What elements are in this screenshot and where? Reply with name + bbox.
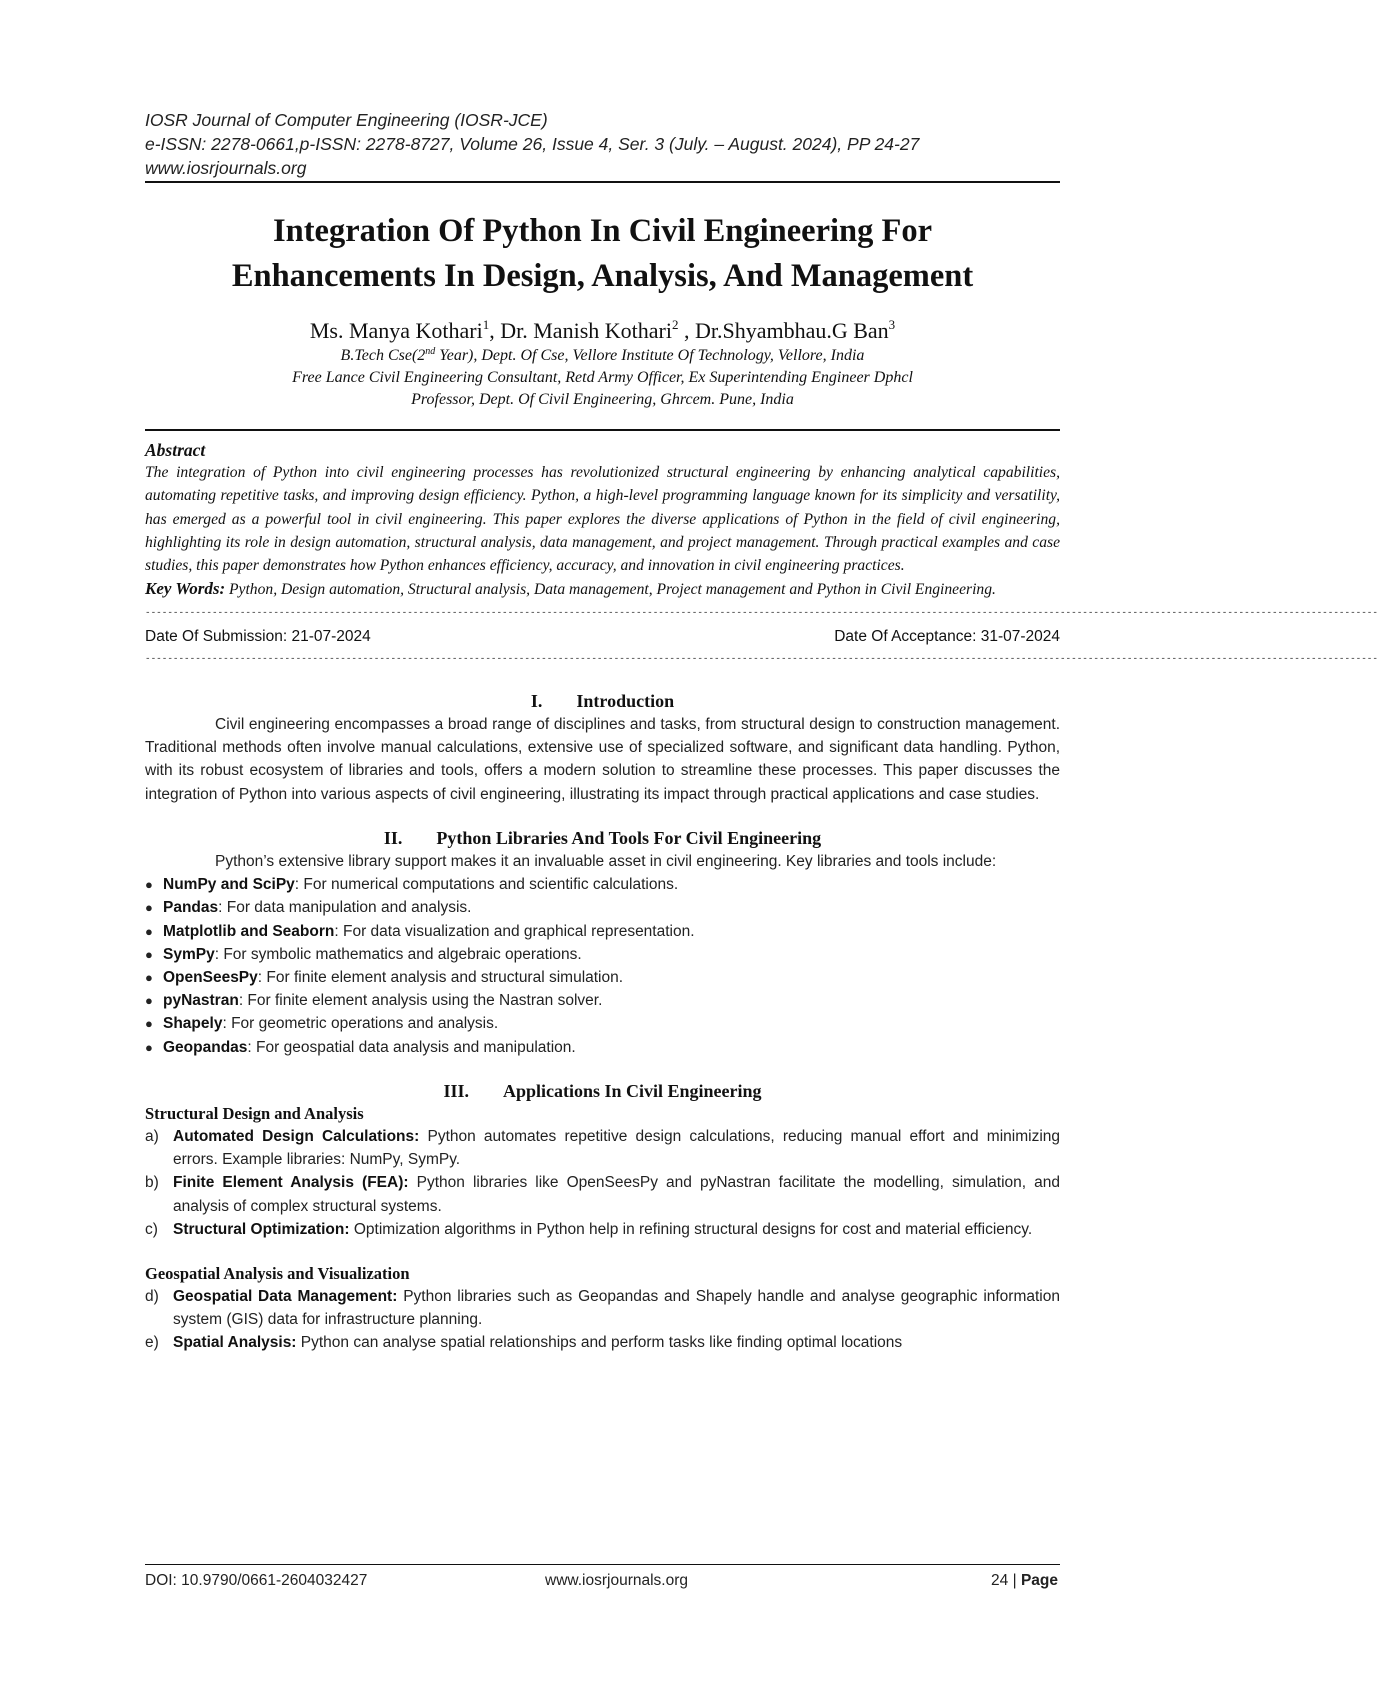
footer-rule bbox=[145, 1564, 1060, 1565]
section-heading-applications bbox=[145, 1079, 1060, 1103]
library-name: Matplotlib and Seaborn bbox=[163, 922, 335, 940]
keywords-label: Key Words: bbox=[145, 579, 226, 599]
affiliation-3: Professor, Dept. Of Civil Engineering, Ghrcem. Pune, India bbox=[411, 391, 794, 408]
section-title: Applications In Civil Engineering bbox=[502, 1080, 762, 1101]
journal-name: IOSR Journal of Computer Engineering (IOSR-JCE) bbox=[145, 110, 548, 130]
page-number: 24 bbox=[991, 1572, 1009, 1589]
issn-line: e-ISSN: 2278-0661,p-ISSN: 2278-8727, Volume 26, Issue 4, Ser. 3 (July. – August. 2024), PP 24-27 bbox=[145, 134, 920, 154]
introduction-text: Civil engineering encompasses a broad range of disciplines and tasks, from structural design to construction management. Traditional methods often involve manual calculations, extensive use of specialized software, and significant data handling. Python, with its robust ecosystem of libraries and tools, offers a modern solution to streamline these processes. This paper discusses the integration of Python into various aspects of civil engineering, illustrating its impact through practical applications and case studies. bbox=[145, 715, 1060, 803]
library-desc: : For finite element analysis using the Nastran solver. bbox=[238, 992, 603, 1010]
journal-header bbox=[145, 108, 1060, 180]
list-item bbox=[145, 1036, 1060, 1059]
list-item bbox=[145, 920, 1060, 943]
list-item bbox=[145, 943, 1060, 966]
bullet-icon: ● bbox=[145, 970, 153, 986]
list-item bbox=[145, 1012, 1060, 1035]
library-name: Shapely bbox=[163, 1015, 223, 1033]
title-line-1: Integration Of Python In Civil Engineering For bbox=[272, 213, 933, 249]
item-title: Structural Optimization: bbox=[173, 1220, 350, 1238]
list-item bbox=[145, 1125, 1060, 1171]
abstract-heading: Abstract bbox=[145, 440, 206, 460]
library-name: Pandas bbox=[163, 899, 219, 917]
separator-bottom: ----------------------------------------------------------------------------------------------------------------------------------------------------------------------------------------------------------------------------- bbox=[145, 652, 1378, 664]
author-1: Ms. Manya Kothari bbox=[309, 318, 483, 343]
item-marker: d) bbox=[145, 1287, 159, 1305]
item-marker: a) bbox=[145, 1127, 159, 1145]
list-item bbox=[145, 1331, 1060, 1354]
bullet-icon: ● bbox=[145, 946, 153, 962]
section-title: Python Libraries And Tools For Civil Engineering bbox=[436, 827, 822, 848]
bullet-icon: ● bbox=[145, 1039, 153, 1055]
item-title: Geospatial Data Management: bbox=[173, 1287, 398, 1305]
bullet-icon: ● bbox=[145, 923, 153, 939]
item-desc: Optimization algorithms in Python help in refining structural designs for cost and material efficiency. bbox=[349, 1220, 1033, 1238]
bullet-icon: ● bbox=[145, 900, 153, 916]
list-item bbox=[145, 1218, 1060, 1241]
item-desc: Python libraries like OpenSeesPy and pyNastran facilitate the modelling, simulation, and analysis of complex structural systems. bbox=[173, 1174, 1060, 1215]
item-marker: b) bbox=[145, 1174, 159, 1192]
item-title: Spatial Analysis: bbox=[173, 1334, 297, 1352]
author-2-mark: 2 bbox=[671, 317, 679, 332]
footer-doi: DOI: 10.9790/0661-2604032427 bbox=[145, 1572, 368, 1589]
section-heading-libraries bbox=[145, 826, 1060, 850]
abstract-rule bbox=[145, 429, 1060, 431]
acceptance-date: Date Of Acceptance: 31-07-2024 bbox=[834, 627, 1060, 645]
list-item bbox=[145, 896, 1060, 919]
section-heading-introduction bbox=[145, 689, 1060, 713]
item-desc: Python libraries such as Geopandas and Shapely handle and analyse geographic information system (GIS) data for infrastructure planning. bbox=[173, 1287, 1060, 1329]
author-list: Ms. Manya Kothari$^1$, Dr. Manish Kothari$^2$ , Dr.Shyambhau.G Ban$^3$ bbox=[309, 317, 896, 343]
section-number: I. bbox=[530, 690, 543, 711]
library-name: Geopandas bbox=[163, 1038, 248, 1056]
item-title: Automated Design Calculations: bbox=[173, 1127, 420, 1145]
library-name: pyNastran bbox=[163, 992, 239, 1010]
paper-title bbox=[145, 209, 1060, 299]
library-name: OpenSeesPy bbox=[163, 969, 258, 987]
library-desc: : For geometric operations and analysis. bbox=[222, 1015, 499, 1033]
footer-page bbox=[991, 1570, 1058, 1592]
affiliation-1-sup: nd bbox=[425, 346, 436, 357]
author-1-mark: 1 bbox=[482, 317, 490, 332]
geospatial-list bbox=[145, 1285, 1060, 1355]
journal-website: www.iosrjournals.org bbox=[145, 158, 307, 178]
dates-row bbox=[145, 626, 1060, 648]
header-rule bbox=[145, 181, 1060, 183]
affiliation-1-text: B.Tech Cse(2 bbox=[340, 347, 426, 364]
library-list bbox=[145, 873, 1060, 1059]
list-item bbox=[145, 1285, 1060, 1331]
library-desc: : For finite element analysis and structural simulation. bbox=[257, 969, 624, 987]
submission-date: Date Of Submission: 21-07-2024 bbox=[145, 627, 371, 645]
item-marker: c) bbox=[145, 1220, 158, 1238]
structural-list bbox=[145, 1125, 1060, 1241]
library-desc: : For data manipulation and analysis. bbox=[218, 899, 472, 917]
section-title: Introduction bbox=[576, 690, 675, 711]
library-name: NumPy and SciPy bbox=[163, 876, 295, 894]
affiliation-1 bbox=[145, 345, 1060, 367]
library-desc: : For numerical computations and scientific calculations. bbox=[294, 876, 679, 894]
subheading-structural: Structural Design and Analysis bbox=[145, 1103, 364, 1123]
section-number: II. bbox=[383, 827, 403, 848]
paper-page bbox=[145, 108, 1378, 1355]
page-separator: | bbox=[1008, 1572, 1021, 1589]
author-3-mark: 3 bbox=[888, 317, 896, 332]
affiliation-2: Free Lance Civil Engineering Consultant, Retd Army Officer, Ex Superintending Engineer Dphcl bbox=[292, 369, 913, 386]
bullet-icon: ● bbox=[145, 993, 153, 1009]
item-desc: Python automates repetitive design calculations, reducing manual effort and minimizing errors. Example libraries: NumPy, SymPy. bbox=[173, 1127, 1061, 1169]
author-2: Dr. Manish Kothari bbox=[500, 318, 672, 343]
library-desc: : For symbolic mathematics and algebraic operations. bbox=[214, 945, 582, 963]
separator-top: ----------------------------------------------------------------------------------------------------------------------------------------------------------------------------------------------------------------------------- bbox=[145, 606, 1378, 618]
item-marker: e) bbox=[145, 1334, 159, 1352]
bullet-icon: ● bbox=[145, 1016, 153, 1032]
list-item bbox=[145, 873, 1060, 896]
item-title: Finite Element Analysis (FEA): bbox=[173, 1174, 409, 1192]
libraries-intro: Python’s extensive library support makes it an invaluable asset in civil engineering. Key libraries and tools include: bbox=[215, 852, 997, 870]
bullet-icon: ● bbox=[145, 877, 153, 893]
list-item bbox=[145, 1171, 1060, 1217]
item-desc: Python can analyse spatial relationships and perform tasks like finding optimal locations bbox=[296, 1334, 903, 1352]
affiliation-1-text-rest: Year), Dept. Of Cse, Vellore Institute Of Technology, Vellore, India bbox=[435, 347, 865, 364]
library-desc: : For geospatial data analysis and manipulation. bbox=[247, 1038, 576, 1056]
library-name: SymPy bbox=[163, 945, 215, 963]
abstract-text: The integration of Python into civil engineering processes has revolutionized structural engineering by enhancing analytical capabilities, automating repetitive tasks, and improving design efficiency. Python, a high-level programming language known for its simplicity and versatility, has emerged as a powerful tool in civil engineering. This paper explores the diverse applications of Python in the field of civil engineering, highlighting its role in design automation, structural analysis, data management, and project management. Through practical examples and case studies, this paper demonstrates how Python enhances efficiency, accuracy, and innovation in civil engineering practices. bbox=[145, 464, 1060, 575]
page-word: Page bbox=[1020, 1572, 1058, 1589]
keywords-text: Python, Design automation, Structural analysis, Data management, Project management and Python in Civil Engineering. bbox=[229, 581, 996, 599]
keywords bbox=[145, 577, 1060, 601]
subheading-geospatial: Geospatial Analysis and Visualization bbox=[145, 1263, 410, 1283]
library-desc: : For data visualization and graphical representation. bbox=[334, 922, 695, 940]
title-line-2: Enhancements In Design, Analysis, And Management bbox=[231, 258, 974, 294]
list-item bbox=[145, 966, 1060, 989]
list-item bbox=[145, 989, 1060, 1012]
author-3: Dr.Shyambhau.G Ban bbox=[694, 318, 889, 343]
section-number: III. bbox=[443, 1080, 469, 1101]
footer-website: www.iosrjournals.org bbox=[545, 1572, 688, 1589]
